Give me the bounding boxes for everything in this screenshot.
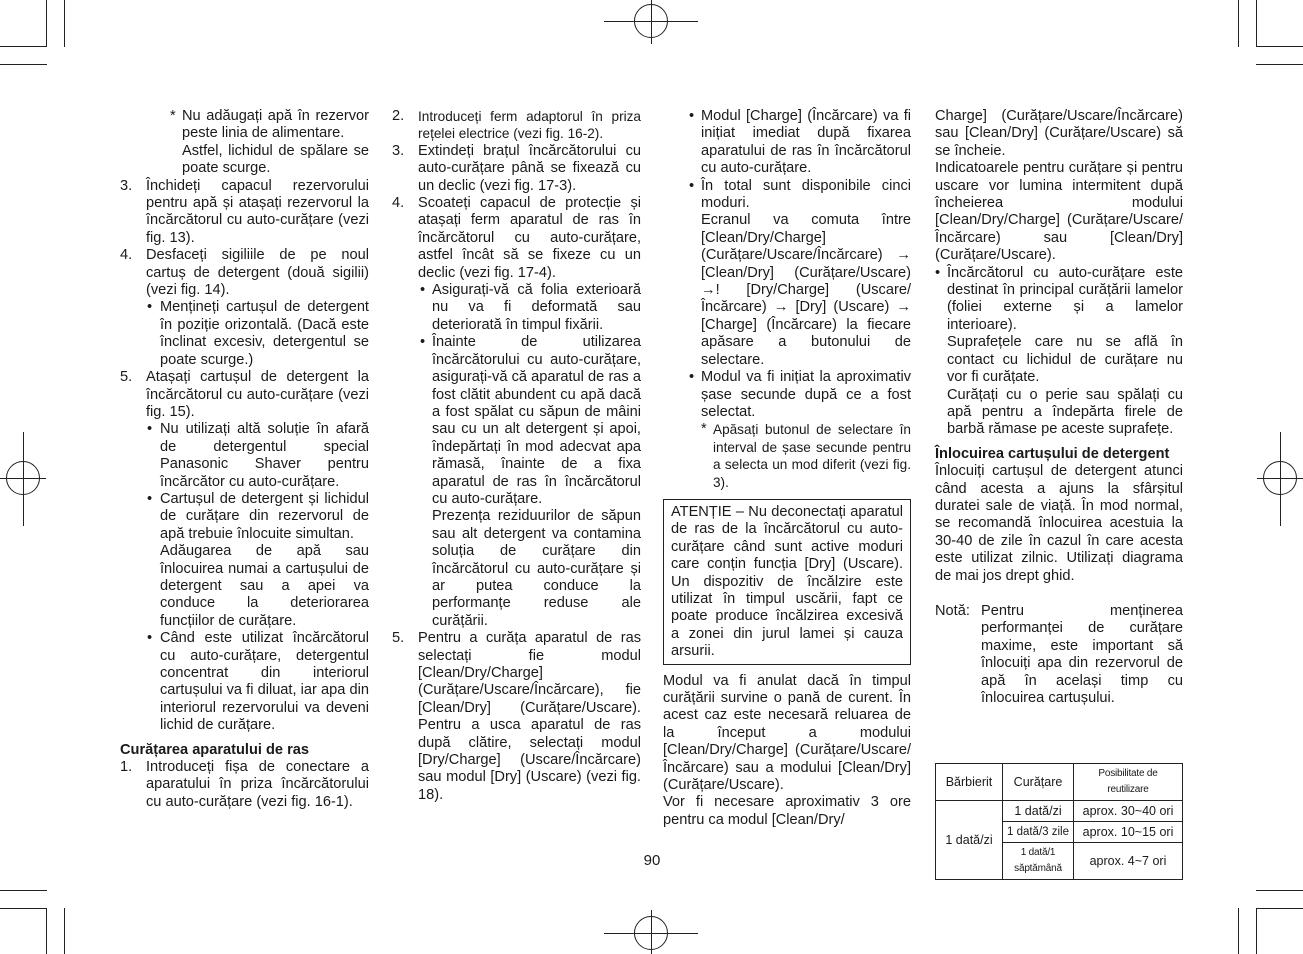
bullet-icon: • bbox=[689, 108, 695, 124]
item-text: Scoateți capacul de protecție și atașați ferm aparatul de ras în încărcătorul cu auto-curățare, astfel încât să se fixeze cu un declic (vezi fig. 17-4). bbox=[418, 195, 641, 281]
warning-box bbox=[663, 499, 911, 665]
bullet-item bbox=[663, 108, 911, 178]
bullet-text: Prezența reziduurilor de săpun sau alt detergent va contamina soluția de curățare din încărcătorul cu auto-curățare și ar putea conduce la performanțe reduse ale curățării. bbox=[432, 508, 641, 629]
cartridge-table bbox=[935, 763, 1183, 880]
crop-mark bbox=[46, 908, 47, 954]
note-text: Nu adăugați apă în rezervor peste linia de alimentare. bbox=[182, 108, 369, 142]
crop-mark bbox=[64, 908, 65, 954]
bullet-text: Nu utilizați altă soluție în afară de detergentul special Panasonic Shaver pentru încărcător cu auto-curățare. bbox=[160, 421, 369, 490]
bullet-item bbox=[663, 178, 911, 369]
paragraph: Charge] (Curățare/Uscare/Încărcare) sau [Clean/Dry] (Curățare/Uscare) să se încheie. bbox=[935, 108, 1183, 159]
list-item bbox=[120, 178, 369, 248]
column-1 bbox=[120, 108, 369, 811]
asterisk-icon: * bbox=[701, 421, 707, 438]
bullet-icon: • bbox=[147, 490, 153, 507]
bullet-icon: • bbox=[420, 282, 426, 299]
note-text: Astfel, lichidul de spălare se poate scurge. bbox=[182, 142, 369, 177]
bullet-item bbox=[392, 334, 641, 630]
item-text: Pentru a curăța aparatul de ras selectați fie modul [Clean/Dry/Charge] (Curățare/Uscare/Încărcare), fie [Clean/Dry] (Curățare/Uscare). Pentru a usca aparatul de ras după clătire, selectați modul [Dry/Charge] (Uscare/Încărcare) sau modul [Dry] (Uscare) (vezi fig. 18). bbox=[418, 630, 641, 803]
crop-mark bbox=[1256, 908, 1257, 954]
list-item bbox=[120, 369, 369, 421]
item-text: Atașați cartușul de detergent la încărcătorul cu auto-curățare (vezi fig. 15). bbox=[146, 369, 369, 420]
item-text: Introduceți ferm adaptorul în priza rețelei electrice (vezi fig. 16-2). bbox=[418, 109, 641, 142]
table-header-row bbox=[936, 764, 1183, 801]
table-header: Bărbierit bbox=[936, 764, 1003, 801]
crop-mark bbox=[1256, 64, 1303, 65]
bullet-item bbox=[392, 282, 641, 334]
bullet-icon: • bbox=[147, 421, 153, 438]
item-number: 2. bbox=[392, 108, 405, 124]
table-cell: 1 dată/1 săptămână bbox=[1003, 843, 1074, 880]
bullet-icon: • bbox=[935, 264, 941, 281]
bullet-text: Asigurați-vă că folia exterioară nu va fi deformată sau deteriorată în timpul fixării. bbox=[432, 282, 641, 333]
section-heading: Înlocuirea cartușului de detergent bbox=[935, 445, 1170, 462]
note bbox=[935, 603, 1183, 707]
crop-mark bbox=[0, 908, 47, 909]
table-header: Curățare bbox=[1003, 764, 1074, 801]
crop-mark bbox=[64, 0, 65, 47]
bullet-text: Cartușul de detergent și lichidul de curățare din rezervorul de apă trebuie înlocuite simultan. bbox=[160, 490, 369, 542]
bullet-text: Adăugarea de apă sau înlocuirea numai a cartușului de detergent sau a apei va conduce la deteriorarea funcțiilor de curățare. bbox=[160, 543, 369, 629]
bullet-icon: • bbox=[420, 334, 426, 351]
registration-target-icon bbox=[1263, 461, 1297, 495]
column-2 bbox=[392, 108, 641, 804]
bullet-text: În total sunt disponibile cinci moduri. bbox=[701, 177, 911, 212]
table-row bbox=[936, 801, 1183, 822]
item-number: 1. bbox=[120, 759, 133, 776]
item-number: 5. bbox=[392, 630, 405, 647]
item-number: 4. bbox=[120, 247, 133, 264]
bullet-icon: • bbox=[147, 299, 153, 316]
crop-mark bbox=[1256, 890, 1303, 891]
paragraph: Modul va fi anulat dacă în timpul curățării survine o pană de curent. În acest caz este necesară reluarea de la început a modului [Clean/Dry/Charge] (Curățare/Uscare/Încărcare) sau a modului [Clean/Dry] (Curățare/Uscare). bbox=[663, 672, 911, 794]
paragraph: Vor fi necesare aproximativ 3 ore pentru ca modul [Clean/Dry/ bbox=[663, 794, 911, 828]
table-cell: aprox. 4~7 ori bbox=[1074, 843, 1183, 880]
column-4 bbox=[935, 108, 1183, 707]
bullet-item bbox=[935, 265, 1183, 439]
bullet-text: Încărcătorul cu auto-curățare este destinat în principal curățării lamelor (foliei externe și a lamelor interioare). bbox=[947, 264, 1183, 333]
item-text: Închideți capacul rezervorului pentru apă și atașați rezervorul la încărcătorul cu auto-curățare (vezi fig. 13). bbox=[146, 177, 369, 246]
list-item bbox=[392, 108, 641, 143]
bullet-text: Curățați cu o perie sau spălați cu apă pentru a îndepărta firele de barbă rămase pe aceste suprafețe. bbox=[947, 386, 1183, 438]
crop-mark bbox=[1238, 908, 1239, 954]
item-number: 5. bbox=[120, 369, 133, 386]
note-asterisk bbox=[120, 108, 369, 178]
paragraph: Indicatoarele pentru curățare și pentru uscare vor lumina intermitent după încheierea modului [Clean/Dry/Charge] (Curățare/Uscare/Încărcare) sau [Clean/Dry] (Curățare/Uscare). bbox=[935, 160, 1183, 264]
item-text: Desfaceți sigiliile de pe noul cartuș de detergent (două sigilii) (vezi fig. 14). bbox=[146, 247, 369, 299]
note-label: Notă: bbox=[935, 602, 970, 619]
crop-mark bbox=[46, 0, 47, 47]
crop-mark bbox=[1238, 0, 1239, 47]
bullet-item bbox=[120, 630, 369, 734]
bullet-item bbox=[120, 421, 369, 491]
bullet-icon: • bbox=[689, 369, 695, 386]
bullet-text: Înainte de utilizarea încărcătorului cu auto-curățare, asigurați-vă că aparatul de ras a fost clătit abundent cu apă dacă a fost spălat cu săpun de mâini sau cu un alt detergent și apoi, îndepărtați în mod adecvat apa rămasă, înainte de a fixa aparatul de ras în încărcătorul cu auto-curățare. bbox=[432, 334, 641, 507]
registration-target-icon bbox=[634, 4, 668, 38]
list-item bbox=[392, 143, 641, 195]
bullet-item bbox=[120, 299, 369, 369]
bullet-text: Suprafețele care nu se află în contact cu lichidul de curățare nu vor fi curățate. bbox=[947, 334, 1183, 386]
column-3 bbox=[663, 108, 911, 829]
bullet-text: Când este utilizat încărcătorul cu auto-curățare, detergentul concentrat din interiorul cartușului va fi diluat, iar apa din interiorul rezervorului va deveni lichid de curățare. bbox=[160, 630, 369, 734]
note-asterisk bbox=[663, 421, 911, 491]
crop-mark bbox=[1256, 0, 1257, 47]
bullet-text: Modul va fi inițiat la aproximativ șase secunde după ce a fost selectat. bbox=[701, 369, 911, 420]
bullet-icon: • bbox=[689, 177, 695, 194]
crop-mark bbox=[0, 890, 47, 891]
item-number: 3. bbox=[120, 177, 133, 194]
bullet-text: Ecranul va comuta între [Clean/Dry/Charge] (Curățare/Uscare/Încărcare) → [Clean/Dry] (Curățare/Uscare) →! [Dry/Charge] (Uscare/Încărcare) → [Dry] (Uscare) → [Charge] (Încărcare) la fiecare apăsare a butonului de selectare. bbox=[701, 212, 911, 368]
bullet-item bbox=[120, 491, 369, 630]
bullet-item bbox=[663, 369, 911, 421]
bullet-text: Mențineți cartușul de detergent în poziție orizontală. (Dacă este înclinat excesiv, detergentul se poate scurge.) bbox=[160, 299, 369, 368]
section-heading: Curățarea aparatului de ras bbox=[120, 741, 309, 758]
registration-target-icon bbox=[634, 916, 668, 950]
item-number: 4. bbox=[392, 195, 405, 212]
table-cell: 1 dată/zi bbox=[936, 801, 1003, 880]
bullet-text: Modul [Charge] (Încărcare) va fi inițiat imediat după fixarea aparatului de ras în încărcătorul cu auto-curățare. bbox=[701, 108, 911, 177]
bullet-icon: • bbox=[147, 630, 153, 647]
table-header: Posibilitate de reutilizare bbox=[1074, 764, 1183, 801]
page-number: 90 bbox=[643, 852, 661, 869]
crop-mark bbox=[1256, 46, 1303, 47]
registration-target-icon bbox=[6, 461, 40, 495]
crop-mark bbox=[0, 46, 47, 47]
item-number: 3. bbox=[392, 142, 405, 159]
item-text: Extindeți brațul încărcătorului cu auto-curățare până se fixează cu un declic (vezi fig. 17-3). bbox=[418, 142, 641, 194]
paragraph: Înlocuiți cartușul de detergent atunci când acesta a ajuns la sfârșitul duratei sale de viață. În mod normal, se recomandă înlocuirea acestuia la 30-40 de zile în cazul în care acesta este utilizat zilnic. Utilizați diagrama de mai jos drept ghid. bbox=[935, 463, 1183, 584]
warning-text: ATENȚIE – Nu deconectați aparatul de ras de la încărcătorul cu auto-curățare când sunt active moduri care conțin funcția [Dry] (Uscare). Un dispozitiv de încălzire este utilizat în timpul uscării, fapt ce poate produce încălzirea excesivă a zonei din jurul lamei și cauza arsurii. bbox=[671, 503, 903, 660]
table-cell: aprox. 30~40 ori bbox=[1074, 801, 1183, 822]
list-item bbox=[120, 759, 369, 811]
list-item bbox=[392, 195, 641, 282]
item-text: Introduceți fișa de conectare a aparatului în priza încărcătorului cu auto-curățare (vezi fig. 16-1). bbox=[146, 759, 369, 810]
note-text: Pentru menținerea performanței de curățare maxime, este important să înlocuiți apa din rezervorul de apă în același timp cu înlocuirea cartușului. bbox=[981, 602, 1183, 706]
table-cell: aprox. 10~15 ori bbox=[1074, 822, 1183, 843]
asterisk-icon: * bbox=[170, 108, 176, 124]
note-text: Apăsați butonul de selectare în interval de șase secunde pentru a selecta un mod diferit (vezi fig. 3). bbox=[713, 422, 911, 490]
list-item bbox=[392, 630, 641, 804]
list-item bbox=[120, 247, 369, 299]
crop-mark bbox=[0, 64, 47, 65]
crop-mark bbox=[1256, 908, 1303, 909]
table-cell: 1 dată/zi bbox=[1003, 801, 1074, 822]
table-cell: 1 dată/3 zile bbox=[1003, 822, 1074, 843]
